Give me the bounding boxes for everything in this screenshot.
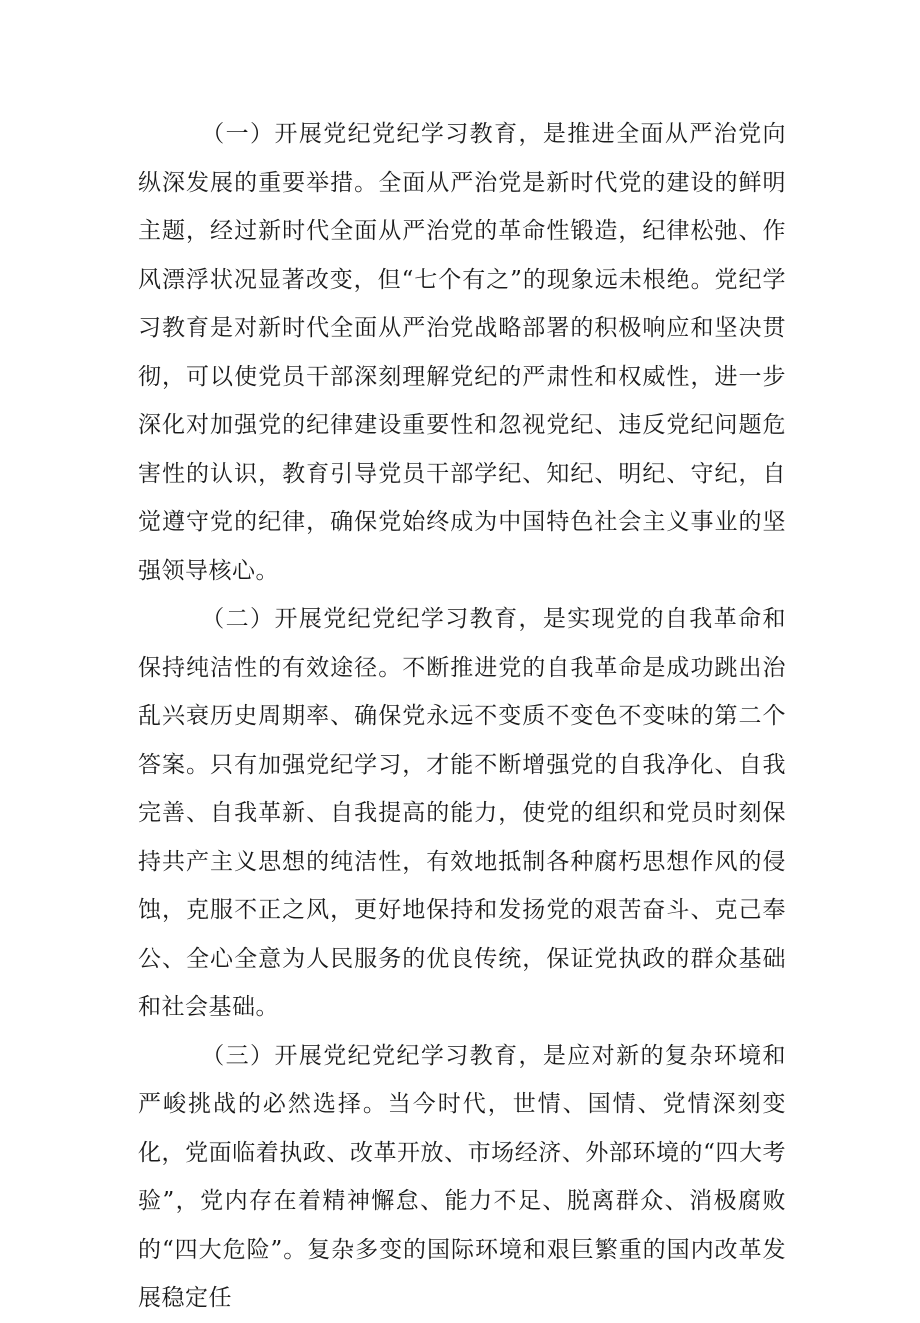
paragraph-3: （三）开展党纪党纪学习教育，是应对新的复杂环境和严峻挑战的必然选择。当今时代，世情、国情、党情深刻变化，党面临着执政、改革开放、市场经济、外部环境的“四大考验”，党内存在着精神懈怠、能力不足、脱离群众、消极腐败的“四大危险”。复杂多变的国际环境和艰巨繁重的国内改革发展稳定任 — [138, 1042, 786, 1311]
paragraph-2: （二）开展党纪党纪学习教育，是实现党的自我革命和保持纯洁性的有效途径。不断推进党的自我革命是成功跳出治乱兴衰历史周期率、确保党永远不变质不变色不变味的第二个答案。只有加强党纪学习，才能不断增强党的自我净化、自我完善、自我革新、自我提高的能力，使党的组织和党员时刻保持共产主义思想的纯洁性，有效地抵制各种腐朽思想作风的侵蚀，克服不正之风，更好地保持和发扬党的艰苦奋斗、克己奉公、全心全意为人民服务的优良传统，保证党执政的群众基础和社会基础。 — [138, 606, 786, 1020]
document-body — [138, 110, 786, 1323]
paragraph-1: （一）开展党纪党纪学习教育，是推进全面从严治党向纵深发展的重要举措。全面从严治党是新时代党的建设的鲜明主题，经过新时代全面从严治党的革命性锻造，纪律松弛、作风漂浮状况显著改变，但“七个有之”的现象远未根绝。党纪学习教育是对新时代全面从严治党战略部署的积极响应和坚决贯彻，可以使党员干部深刻理解党纪的严肃性和权威性，进一步深化对加强党的纪律建设重要性和忽视党纪、违反党纪问题危害性的认识，教育引导党员干部学纪、知纪、明纪、守纪，自觉遵守党的纪律，确保党始终成为中国特色社会主义事业的坚强领导核心。 — [138, 121, 786, 584]
